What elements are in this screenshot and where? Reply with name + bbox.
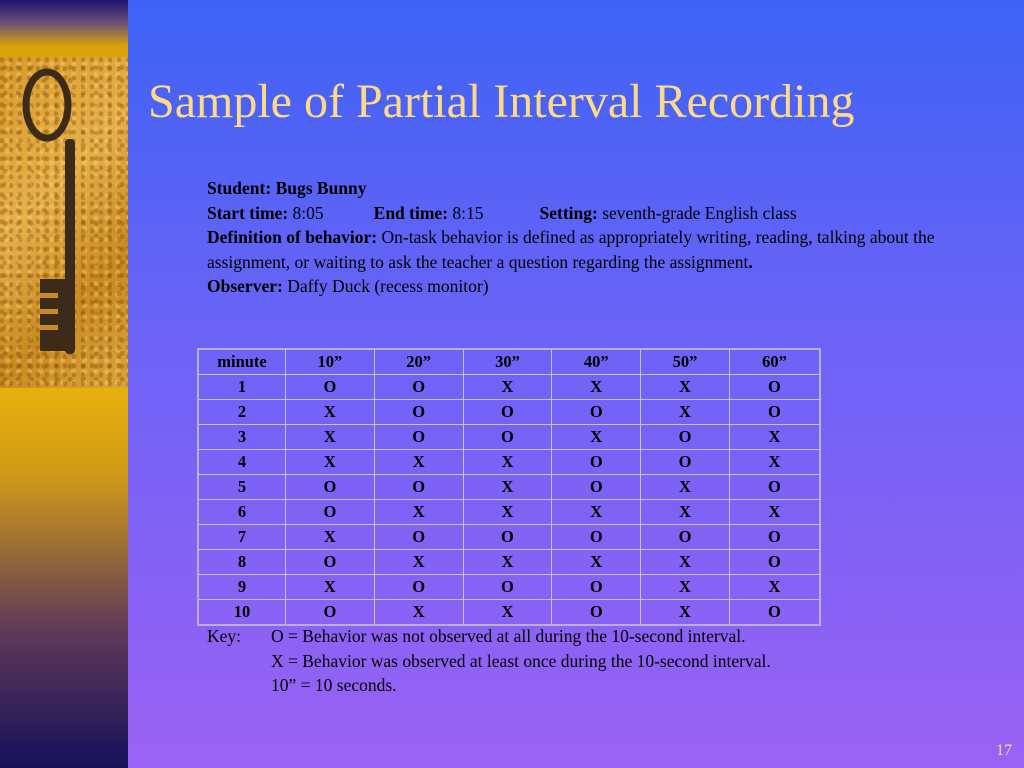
- interval-cell: X: [641, 375, 730, 400]
- interval-cell: X: [552, 425, 641, 450]
- minute-cell: 2: [198, 400, 286, 425]
- interval-cell: X: [552, 550, 641, 575]
- interval-cell: X: [463, 500, 552, 525]
- start-time-value: 8:05: [292, 202, 324, 223]
- interval-cell: O: [463, 425, 552, 450]
- interval-cell: X: [729, 425, 820, 450]
- minute-cell: 4: [198, 450, 286, 475]
- interval-cell: O: [552, 450, 641, 475]
- interval-cell: O: [641, 525, 730, 550]
- time-setting-row: [207, 201, 957, 226]
- definition-label: Definition of behavior:: [207, 227, 378, 247]
- header-cell: 60”: [729, 349, 820, 375]
- minute-cell: 9: [198, 575, 286, 600]
- end-time-value: 8:15: [452, 202, 484, 223]
- interval-cell: O: [463, 575, 552, 600]
- page-title: Sample of Partial Interval Recording: [148, 75, 855, 128]
- interval-cell: X: [729, 500, 820, 525]
- header-cell: 30”: [463, 349, 552, 375]
- key-label: Key:: [207, 626, 242, 646]
- interval-cell: O: [374, 425, 463, 450]
- minute-cell: 5: [198, 475, 286, 500]
- interval-cell: O: [374, 475, 463, 500]
- interval-cell: X: [286, 450, 375, 475]
- observer-row: [207, 274, 957, 299]
- table-row: [198, 475, 820, 500]
- minute-cell: 1: [198, 375, 286, 400]
- student-row: [207, 176, 957, 201]
- interval-cell: X: [729, 450, 820, 475]
- interval-cell: X: [374, 450, 463, 475]
- header-cell: minute: [198, 349, 286, 375]
- interval-cell: X: [286, 400, 375, 425]
- table-row: [198, 525, 820, 550]
- interval-cell: X: [552, 500, 641, 525]
- header-cell: 10”: [286, 349, 375, 375]
- table-row: [198, 375, 820, 400]
- table-row: [198, 600, 820, 626]
- minute-cell: 6: [198, 500, 286, 525]
- interval-cell: X: [552, 375, 641, 400]
- interval-cell: X: [641, 550, 730, 575]
- interval-cell: O: [286, 500, 375, 525]
- interval-cell: O: [374, 400, 463, 425]
- interval-cell: X: [374, 600, 463, 626]
- interval-cell: O: [286, 475, 375, 500]
- start-time-label: Start time:: [207, 202, 289, 223]
- header-cell: 50”: [641, 349, 730, 375]
- table-row: [198, 575, 820, 600]
- interval-cell: O: [374, 375, 463, 400]
- interval-cell: X: [286, 425, 375, 450]
- observation-info: [207, 176, 957, 299]
- table-row: [198, 400, 820, 425]
- interval-cell: O: [729, 550, 820, 575]
- interval-cell: X: [286, 525, 375, 550]
- interval-cell: O: [641, 425, 730, 450]
- interval-cell: O: [286, 550, 375, 575]
- definition-end: .: [748, 251, 753, 272]
- interval-cell: O: [552, 475, 641, 500]
- interval-cell: X: [374, 550, 463, 575]
- table-header-row: [198, 349, 820, 375]
- table-row: [198, 500, 820, 525]
- minute-cell: 10: [198, 600, 286, 626]
- minute-cell: 8: [198, 550, 286, 575]
- key-line: 10” = 10 seconds.: [271, 675, 397, 695]
- definition-row: [207, 225, 957, 274]
- interval-cell: O: [463, 400, 552, 425]
- interval-recording-table: [197, 348, 821, 626]
- interval-cell: X: [729, 575, 820, 600]
- key-line: O = Behavior was not observed at all during the 10-second interval.: [271, 626, 746, 646]
- observer-value: Daffy Duck (recess monitor): [287, 276, 489, 296]
- interval-cell: O: [552, 600, 641, 626]
- interval-cell: O: [641, 450, 730, 475]
- interval-cell: O: [729, 475, 820, 500]
- interval-cell: X: [463, 550, 552, 575]
- interval-cell: O: [729, 400, 820, 425]
- interval-cell: O: [552, 400, 641, 425]
- observer-label: Observer:: [207, 276, 283, 296]
- minute-cell: 7: [198, 525, 286, 550]
- interval-cell: X: [286, 575, 375, 600]
- key-line: X = Behavior was observed at least once during the 10-second interval.: [271, 650, 771, 671]
- student-value: Bugs Bunny: [275, 178, 367, 198]
- interval-cell: O: [374, 525, 463, 550]
- interval-cell: X: [641, 500, 730, 525]
- end-time-label: End time:: [373, 202, 449, 223]
- header-cell: 20”: [374, 349, 463, 375]
- interval-cell: O: [552, 525, 641, 550]
- header-cell: 40”: [552, 349, 641, 375]
- interval-cell: O: [463, 525, 552, 550]
- interval-cell: O: [729, 375, 820, 400]
- table-row: [198, 425, 820, 450]
- interval-cell: O: [286, 375, 375, 400]
- interval-cell: X: [641, 400, 730, 425]
- minute-cell: 3: [198, 425, 286, 450]
- interval-cell: O: [374, 575, 463, 600]
- interval-cell: X: [463, 475, 552, 500]
- interval-cell: X: [463, 375, 552, 400]
- table-row: [198, 550, 820, 575]
- definition-value: On-task behavior is defined as appropriately writing, reading, talking about the assignment, or waiting to ask the teacher a question regarding the assignment: [207, 227, 935, 272]
- interval-cell: X: [463, 600, 552, 626]
- interval-cell: X: [641, 575, 730, 600]
- interval-cell: X: [463, 450, 552, 475]
- student-label: Student:: [207, 178, 272, 198]
- interval-cell: X: [641, 600, 730, 626]
- table-row: [198, 450, 820, 475]
- interval-cell: O: [286, 600, 375, 626]
- sidebar-strip: [0, 0, 128, 768]
- page-number: 17: [996, 742, 1012, 759]
- interval-cell: X: [641, 475, 730, 500]
- setting-value: seventh-grade English class: [602, 202, 797, 223]
- interval-cell: O: [552, 575, 641, 600]
- interval-cell: X: [374, 500, 463, 525]
- interval-cell: O: [729, 600, 820, 626]
- antique-key-icon: [0, 57, 128, 388]
- interval-cell: O: [729, 525, 820, 550]
- setting-label: Setting:: [539, 202, 598, 223]
